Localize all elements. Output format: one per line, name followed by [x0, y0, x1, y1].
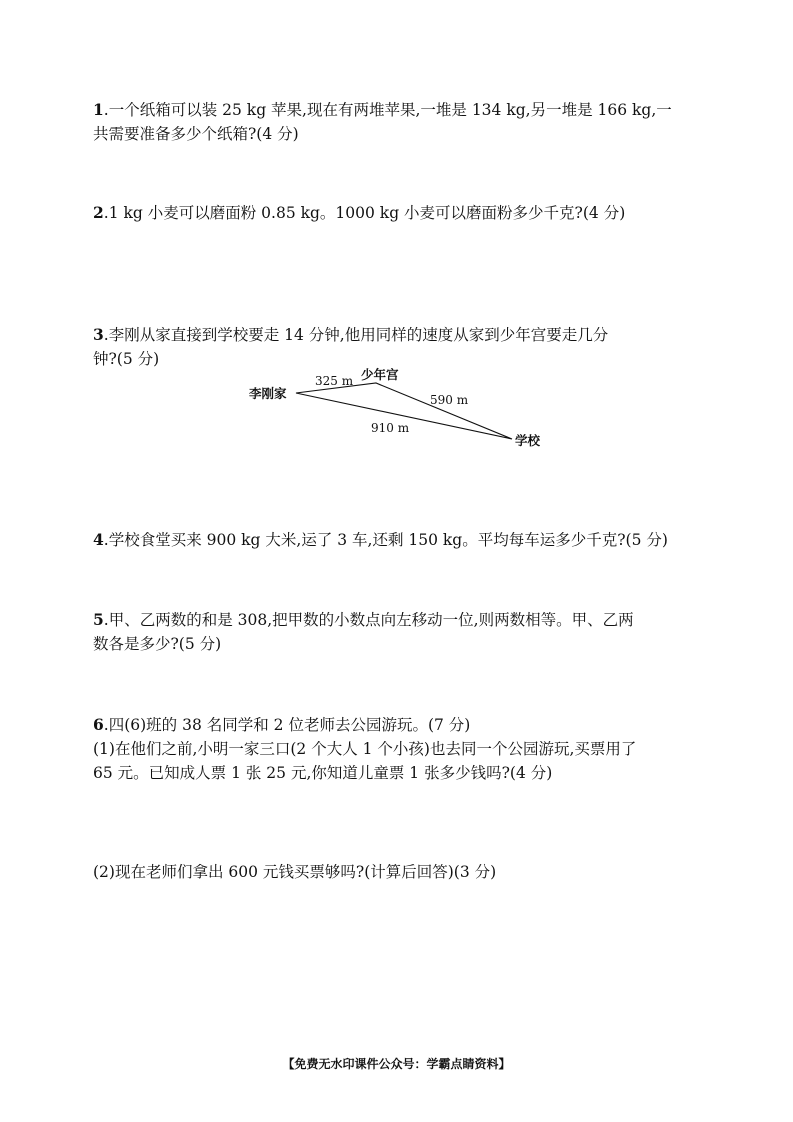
- footer-note: 【免费无水印课件公众号：学霸点睛资料】: [282, 1057, 511, 1071]
- question-4-line-1: [93, 528, 703, 552]
- question-6-part-2-text: (2)现在老师们拿出 600 元钱买票够吗?(计算后回答)(3 分): [93, 863, 497, 881]
- palace-to-school-distance: 590 m: [430, 393, 469, 407]
- home-to-school-distance: 910 m: [371, 421, 410, 435]
- children-palace-label: 少年宫: [361, 367, 399, 382]
- question-4-text-1: .学校食堂买来 900 kg 大米,运了 3 车,还剩 150 kg。平均每车运多少千克?(5 分): [103, 531, 668, 549]
- question-4: [93, 528, 703, 552]
- question-1-line-2: 共需要准备多少个纸箱?(4 分): [93, 125, 299, 143]
- question-1-line-1: [93, 98, 703, 122]
- question-3-text-1: .李刚从家直接到学校要走 14 分钟,他用同样的速度从家到少年宫要走几分: [103, 326, 609, 344]
- question-5-line-2: 数各是多少?(5 分): [93, 635, 222, 653]
- home-label: 李刚家: [249, 386, 287, 401]
- question-4-number: 4: [93, 530, 104, 549]
- question-5-number: 5: [93, 610, 104, 629]
- question-1-number: 1: [93, 100, 104, 119]
- question-6-part-2: [93, 860, 703, 884]
- question-2-text-1: .1 kg 小麦可以磨面粉 0.85 kg。1000 kg 小麦可以磨面粉多少千克?(4 分): [103, 204, 626, 222]
- question-6-part-1-line-1: (1)在他们之前,小明一家三口(2 个大人 1 个小孩)也去同一个公园游玩,买票用了: [93, 740, 637, 758]
- question-3-line-1: [93, 323, 703, 347]
- question-2-line-1: [93, 201, 703, 225]
- question-6: [93, 713, 703, 785]
- question-6-number: 6: [93, 715, 104, 734]
- question-5-text-1: .甲、乙两数的和是 308,把甲数的小数点向左移动一位,则两数相等。甲、乙两: [103, 611, 634, 629]
- question-2: [93, 201, 703, 225]
- question-3-number: 3: [93, 325, 104, 344]
- route-diagram: [240, 362, 540, 457]
- home-to-palace-distance: 325 m: [315, 374, 354, 388]
- question-3-line-2: 钟?(5 分): [93, 350, 160, 368]
- question-6-line-1: [93, 713, 703, 737]
- question-6-text-1: .四(6)班的 38 名同学和 2 位老师去公园游玩。(7 分): [103, 716, 471, 734]
- question-1-text-1: .一个纸箱可以装 25 kg 苹果,现在有两堆苹果,一堆是 134 kg,另一堆是 166 kg,一: [103, 101, 672, 119]
- question-5-line-1: [93, 608, 703, 632]
- question-1: [93, 98, 703, 146]
- question-6-part-1-line-2: 65 元。已知成人票 1 张 25 元,你知道儿童票 1 张多少钱吗?(4 分): [93, 764, 553, 782]
- school-label: 学校: [515, 433, 540, 448]
- question-2-number: 2: [93, 203, 104, 222]
- question-5: [93, 608, 703, 656]
